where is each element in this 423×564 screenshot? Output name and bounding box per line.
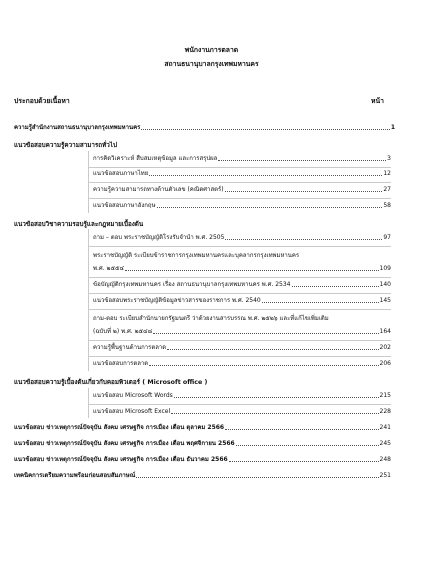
toc-entry (14, 456, 391, 464)
toc-entry-label: ข้อบัญญัติกรุงเทพมหานคร เรื่อง สถานธนานุบาลกรุงเทพมหานคร พ.ศ. 2534 (93, 281, 291, 288)
toc-entry-label: ความรู้พื้นฐานด้านการตลาด (93, 344, 167, 351)
toc-entry (93, 344, 391, 352)
toc-leader-dots (125, 270, 378, 271)
toc-leader-dots (174, 397, 379, 398)
toc-leader-dots (229, 461, 379, 462)
toc-leader-dots (149, 175, 382, 176)
section-heading: แนวข้อสอบวิชาความรอบรู้และกฎหมายเบื้องต้น (14, 221, 144, 228)
toc-entry (14, 440, 391, 448)
toc-leader-dots (141, 129, 389, 130)
toc-entry (93, 155, 391, 163)
toc-entry-page: 164 (379, 328, 391, 335)
toc-entry-label: พระราชบัญญัติ ระเบียบข้าราชการกรุงเทพมหานครและบุคลากรกรุงเทพมหานคร (93, 252, 300, 259)
row-divider (88, 293, 391, 294)
toc-entry-page: 58 (383, 202, 391, 209)
toc-entry-label: เทคนิคการเตรียมความพร้อมก่อนสอบสัมภาษณ์ (14, 472, 136, 479)
toc-leader-dots (149, 365, 378, 366)
row-divider (88, 340, 391, 341)
toc-entry-page: 109 (379, 265, 391, 272)
toc-leader-dots (171, 413, 378, 414)
toc-entry-label: แนวข้อสอบภาษาอังกฤษ (93, 202, 156, 209)
section-heading: แนวข้อสอบความรู้เบื้องต้นเกี่ยวกับคอมพิวเตอร์ ( Microsoft office ) (14, 379, 208, 386)
section-frame (88, 388, 89, 418)
toc-entry-label: ความรู้ความสามารถทางด้านตัวเลข (คณิตศาสตร์) (93, 186, 224, 193)
toc-entry-page: 245 (379, 440, 391, 447)
toc-entry-label: พ.ศ. ๒๕๕๔ (93, 265, 125, 272)
toc-leader-dots (262, 302, 379, 303)
toc-entry (93, 360, 391, 368)
toc-entry-page: 251 (379, 472, 391, 479)
toc-entry-page: 228 (379, 408, 391, 415)
row-divider (88, 182, 391, 183)
toc-leader-dots (225, 191, 383, 192)
row-divider (88, 356, 391, 357)
toc-entry-label: แนวข้อสอบ ข่าวเหตุการณ์ปัจจุบัน สังคม เศรษฐกิจ การเมือง เดือน ธันวาคม 2566 (14, 456, 228, 463)
toc-entry-page: 97 (383, 234, 391, 241)
toc-entry-label: (ฉบับที่ ๒) พ.ศ. ๒๕๔๘ (93, 328, 153, 335)
row-divider (88, 246, 391, 247)
toc-entry-page: 1 (390, 124, 395, 131)
toc-leader-dots (218, 160, 386, 161)
toc-entry-label: แนวข้อสอบ ข่าวเหตุการณ์ปัจจุบัน สังคม เศรษฐกิจ การเมือง เดือน ตุลาคม 2566 (14, 424, 225, 431)
toc-entry-page: 3 (387, 155, 391, 162)
toc-entry-label: การคิดวิเคราะห์ สืบสมเหตุข้อมูล และการสรุปผล (93, 155, 218, 162)
row-divider (88, 404, 391, 405)
page-column-heading: หน้า (371, 97, 384, 105)
toc-entry-page: 206 (379, 360, 391, 367)
toc-entry-label: ความรู้สำนักงานสถานธนานุบาลกรุงเทพมหานคร (14, 124, 141, 131)
row-divider (88, 198, 391, 199)
toc-entry-label: ถาม – ตอบ พระราชบัญญัติโรงรับจำนำ พ.ศ. 2505 (93, 234, 225, 241)
toc-leader-dots (153, 333, 378, 334)
toc-entry-label: แนวข้อสอบภาษาไทย (93, 170, 149, 177)
toc-entry-label: แนวข้อสอบ Microsoft Excel (93, 408, 171, 415)
section-heading: แนวข้อสอบความรู้ความสามารถทั่วไป (14, 142, 117, 149)
toc-entry (93, 281, 391, 289)
toc-entry (93, 170, 391, 178)
toc-entry-label: แนวข้อสอบ ข่าวเหตุการณ์ปัจจุบัน สังคม เศรษฐกิจ การเมือง เดือน พฤศจิกายน 2566 (14, 440, 235, 447)
toc-entry (93, 186, 391, 194)
toc-leader-dots (292, 286, 379, 287)
row-divider (88, 309, 391, 310)
toc-entry-label: ถาม-ตอบ ระเบียบสำนักนายกรัฐมนตรี ว่าด้วยงานสารบรรณ พ.ศ. ๒๕๒๖ และที่แก้ไขเพิ่มเติม (93, 315, 329, 322)
toc-entry (93, 234, 391, 242)
toc-entry (14, 124, 395, 132)
toc-entry (14, 472, 391, 480)
toc-entry-page: 241 (379, 424, 391, 431)
toc-leader-dots (225, 429, 378, 430)
toc-entry-page: 140 (379, 281, 391, 288)
toc-entry (14, 424, 391, 432)
toc-entry-page: 12 (383, 170, 391, 177)
row-divider (88, 277, 391, 278)
toc-entry-label: แนวข้อสอบ Microsoft Words (93, 392, 173, 399)
document-subtitle: สถานธนานุบาลกรุงเทพมหานคร (164, 60, 259, 68)
toc-leader-dots (167, 349, 378, 350)
toc-entry-page: 202 (379, 344, 391, 351)
document-title: พนักงานการตลาด (184, 46, 239, 54)
toc-entry-page: 215 (379, 392, 391, 399)
toc-entry-page: 27 (383, 186, 391, 193)
toc-leader-dots (236, 445, 379, 446)
toc-entry (93, 328, 391, 336)
toc-entry (93, 408, 391, 416)
row-divider (88, 167, 391, 168)
toc-leader-dots (225, 239, 382, 240)
toc-entry (93, 297, 391, 305)
toc-entry (93, 202, 391, 210)
toc-entry-label: แนวข้อสอบการตลาด (93, 360, 149, 367)
toc-heading: ประกอบด้วยเนื้อหา (14, 97, 70, 105)
toc-entry-page: 145 (379, 297, 391, 304)
toc-leader-dots (136, 477, 378, 478)
section-frame (88, 229, 89, 371)
toc-entry-label: แนวข้อสอบพระราชบัญญัติข้อมูลข่าวสารของราชการ พ.ศ. 2540 (93, 297, 261, 304)
toc-entry (93, 392, 391, 400)
toc-entry (93, 265, 391, 273)
toc-entry-page: 248 (379, 456, 391, 463)
toc-leader-dots (157, 207, 383, 208)
